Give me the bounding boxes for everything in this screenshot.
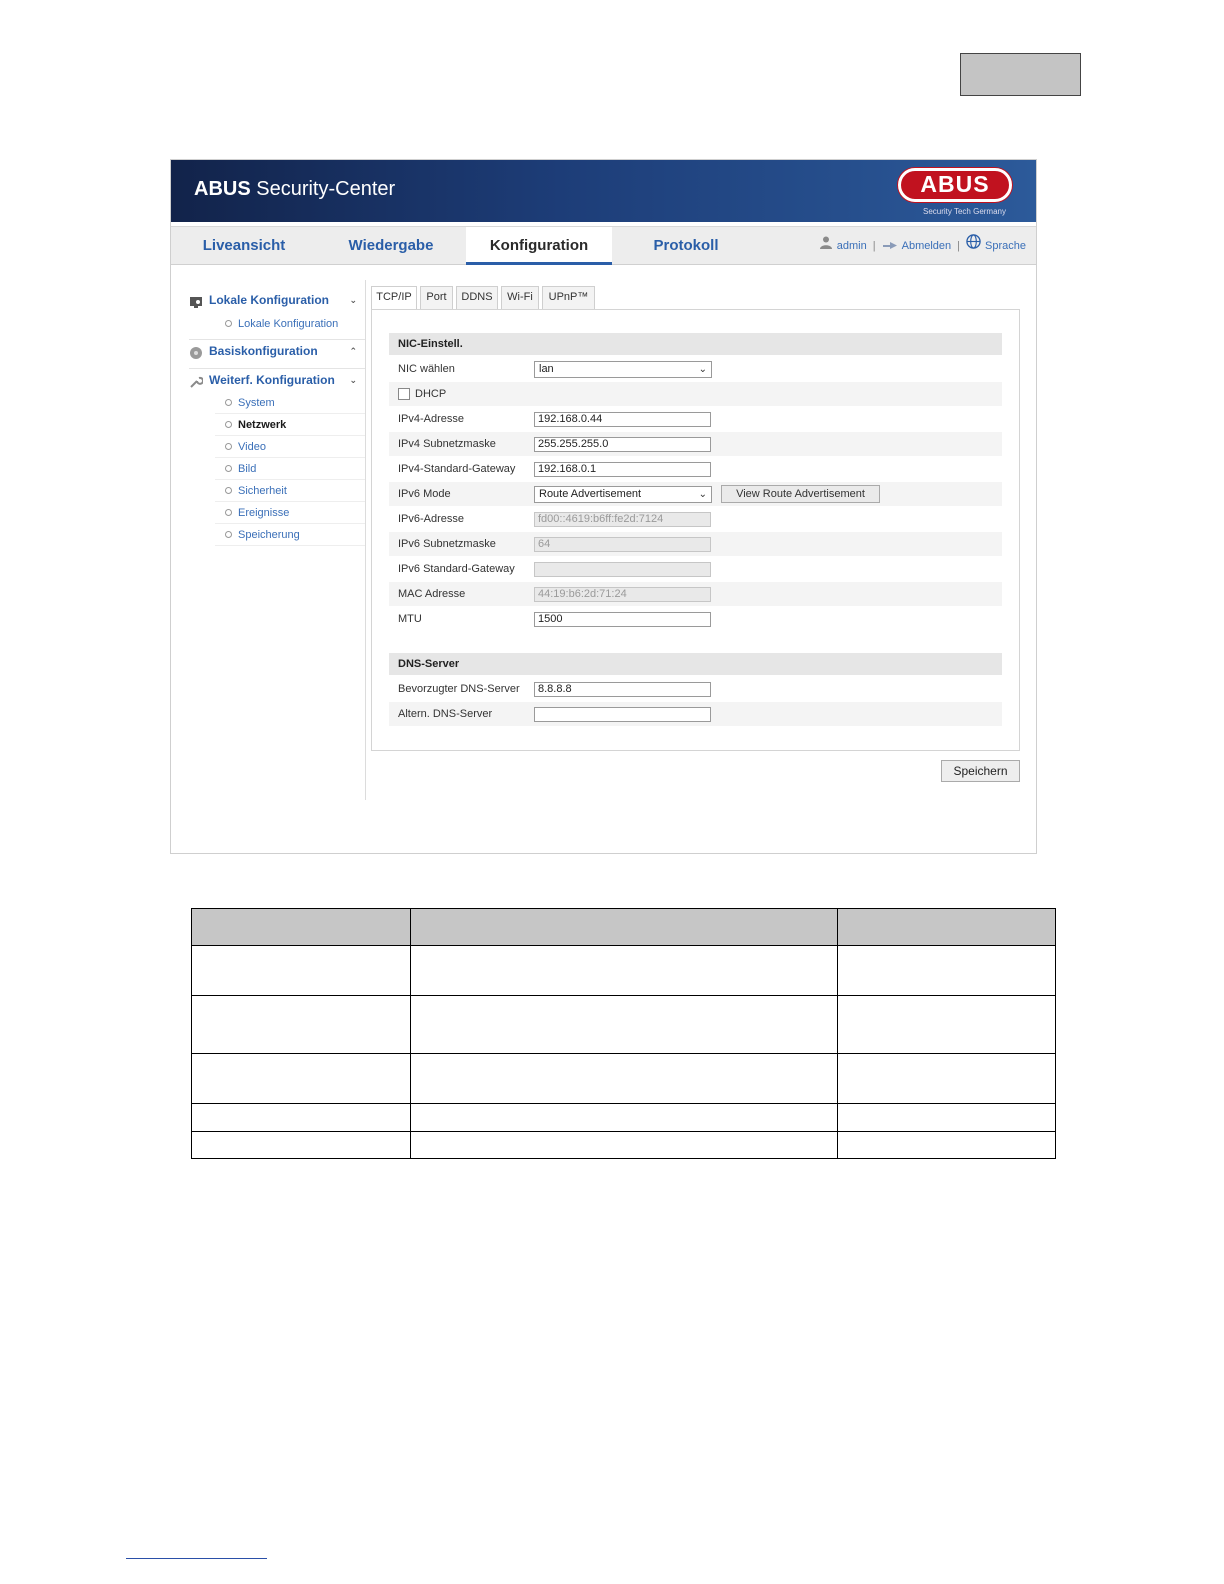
language-link[interactable]: Sprache [985, 240, 1026, 253]
sidebar-item-netzwerk[interactable]: Netzwerk [215, 414, 365, 436]
ipv4-row: IPv4-Adresse 192.168.0.44 [389, 407, 1002, 431]
header-banner [171, 160, 1036, 222]
table-cell [410, 1132, 838, 1159]
table-cell [410, 996, 838, 1054]
sidebar-item-speicherung[interactable]: Speicherung [215, 524, 365, 546]
tab-port[interactable]: Port [420, 286, 453, 309]
chevron-down-icon: ⌄ [698, 364, 707, 375]
document-table [191, 908, 1056, 1159]
ipv4-gateway-input[interactable]: 192.168.0.1 [534, 462, 711, 477]
dns-alt-row: Altern. DNS-Server [389, 702, 1002, 726]
table-cell [838, 996, 1056, 1054]
tab-wiedergabe[interactable]: Wiedergabe [348, 237, 434, 254]
table-cell [838, 1104, 1056, 1132]
chevron-down-icon: ⌄ [349, 295, 357, 305]
table-cell [410, 946, 838, 996]
ipv6-mode-row: IPv6 Mode Route Advertisement ⌄ View Route Advertisement [389, 482, 1002, 506]
ipv4-mask-input[interactable]: 255.255.255.0 [534, 437, 711, 452]
main-nav [171, 226, 1036, 265]
app-title: ABUS Security-Center [194, 178, 396, 200]
tab-tcpip[interactable]: TCP/IP [371, 286, 417, 310]
app-window [170, 159, 1037, 854]
user-icon [819, 227, 833, 265]
table-header-cell [192, 909, 411, 946]
alternate-dns-input[interactable] [534, 707, 711, 722]
ipv6-row: IPv6-Adresse fd00::4619:b6ff:fe2d:7124 [389, 507, 1002, 531]
dhcp-checkbox[interactable] [398, 388, 410, 400]
table-cell [838, 1132, 1056, 1159]
dns-section-header: DNS-Server [389, 653, 1002, 675]
tab-protokoll[interactable]: Protokoll [653, 237, 719, 254]
view-route-advertisement-button[interactable]: View Route Advertisement [721, 485, 880, 503]
tab-upnp[interactable]: UPnP™ [542, 286, 595, 309]
disk-icon [189, 345, 203, 359]
tab-wifi[interactable]: Wi-Fi [501, 286, 539, 309]
chevron-up-icon: ⌃ [349, 346, 357, 356]
ipv6-mode-select[interactable]: Route Advertisement ⌄ [534, 486, 712, 503]
ipv6-mask-input: 64 [534, 537, 711, 552]
mtu-row: MTU 1500 [389, 607, 1002, 631]
monitor-icon [189, 294, 203, 308]
table-cell [410, 1054, 838, 1104]
sidebar-item-sicherheit[interactable]: Sicherheit [215, 480, 365, 502]
logout-icon [882, 227, 898, 265]
user-area: admin | Abmelden | Sprache [819, 227, 1026, 265]
nic-row: NIC wählen lan ⌄ [389, 357, 1002, 381]
table-header-cell [838, 909, 1056, 946]
sidebar-group-lokale-konfiguration[interactable]: Lokale Konfiguration ⌄ [189, 289, 365, 311]
tab-konfiguration[interactable]: Konfiguration [466, 227, 612, 265]
footer-link-underline [126, 1558, 267, 1559]
table-cell [410, 1104, 838, 1132]
wrench-icon [189, 374, 203, 388]
sidebar-group-basiskonfiguration[interactable]: Basiskonfiguration ⌃ [189, 339, 365, 362]
ipv6-gateway-row: IPv6 Standard-Gateway [389, 557, 1002, 581]
table-cell [838, 1054, 1056, 1104]
sidebar-item-system[interactable]: System [215, 392, 365, 414]
table-cell [192, 1054, 411, 1104]
username-link[interactable]: admin [836, 240, 867, 253]
chevron-down-icon: ⌄ [698, 489, 707, 500]
globe-icon [966, 227, 981, 265]
dns-pref-row: Bevorzugter DNS-Server 8.8.8.8 [389, 677, 1002, 701]
tab-liveansicht[interactable]: Liveansicht [202, 237, 286, 254]
nic-select[interactable]: lan ⌄ [534, 361, 712, 378]
mac-address-input: 44:19:b6:2d:71:24 [534, 587, 711, 602]
table-cell [192, 1104, 411, 1132]
preferred-dns-input[interactable]: 8.8.8.8 [534, 682, 711, 697]
nic-section-header: NIC-Einstell. [389, 333, 1002, 355]
page-corner-tab [960, 53, 1081, 96]
mtu-input[interactable]: 1500 [534, 612, 711, 627]
tcpip-panel [371, 309, 1020, 751]
table-header-cell [410, 909, 838, 946]
tab-ddns[interactable]: DDNS [456, 286, 498, 309]
sidebar-item-bild[interactable]: Bild [215, 458, 365, 480]
table-cell [838, 946, 1056, 996]
sidebar-item-lokale-konfiguration[interactable]: Lokale Konfiguration [215, 313, 365, 335]
ipv4-mask-row: IPv4 Subnetzmaske 255.255.255.0 [389, 432, 1002, 456]
sidebar-item-video[interactable]: Video [215, 436, 365, 458]
ipv6-gateway-input [534, 562, 711, 577]
ipv6-mask-row: IPv6 Subnetzmaske 64 [389, 532, 1002, 556]
abus-logo: ABUS Security Tech Germany [896, 168, 1014, 218]
dhcp-row: DHCP [389, 382, 1002, 406]
chevron-down-icon: ⌄ [349, 375, 357, 385]
ipv6-address-input: fd00::4619:b6ff:fe2d:7124 [534, 512, 711, 527]
sidebar-group-weiterf-konfiguration[interactable]: Weiterf. Konfiguration ⌄ [189, 368, 365, 391]
save-button[interactable]: Speichern [941, 760, 1020, 782]
logout-link[interactable]: Abmelden [901, 240, 952, 253]
ipv4-gateway-row: IPv4-Standard-Gateway 192.168.0.1 [389, 457, 1002, 481]
table-cell [192, 996, 411, 1054]
sidebar-item-ereignisse[interactable]: Ereignisse [215, 502, 365, 524]
mac-row: MAC Adresse 44:19:b6:2d:71:24 [389, 582, 1002, 606]
ipv4-address-input[interactable]: 192.168.0.44 [534, 412, 711, 427]
table-cell [192, 1132, 411, 1159]
table-cell [192, 946, 411, 996]
sidebar [171, 280, 366, 800]
